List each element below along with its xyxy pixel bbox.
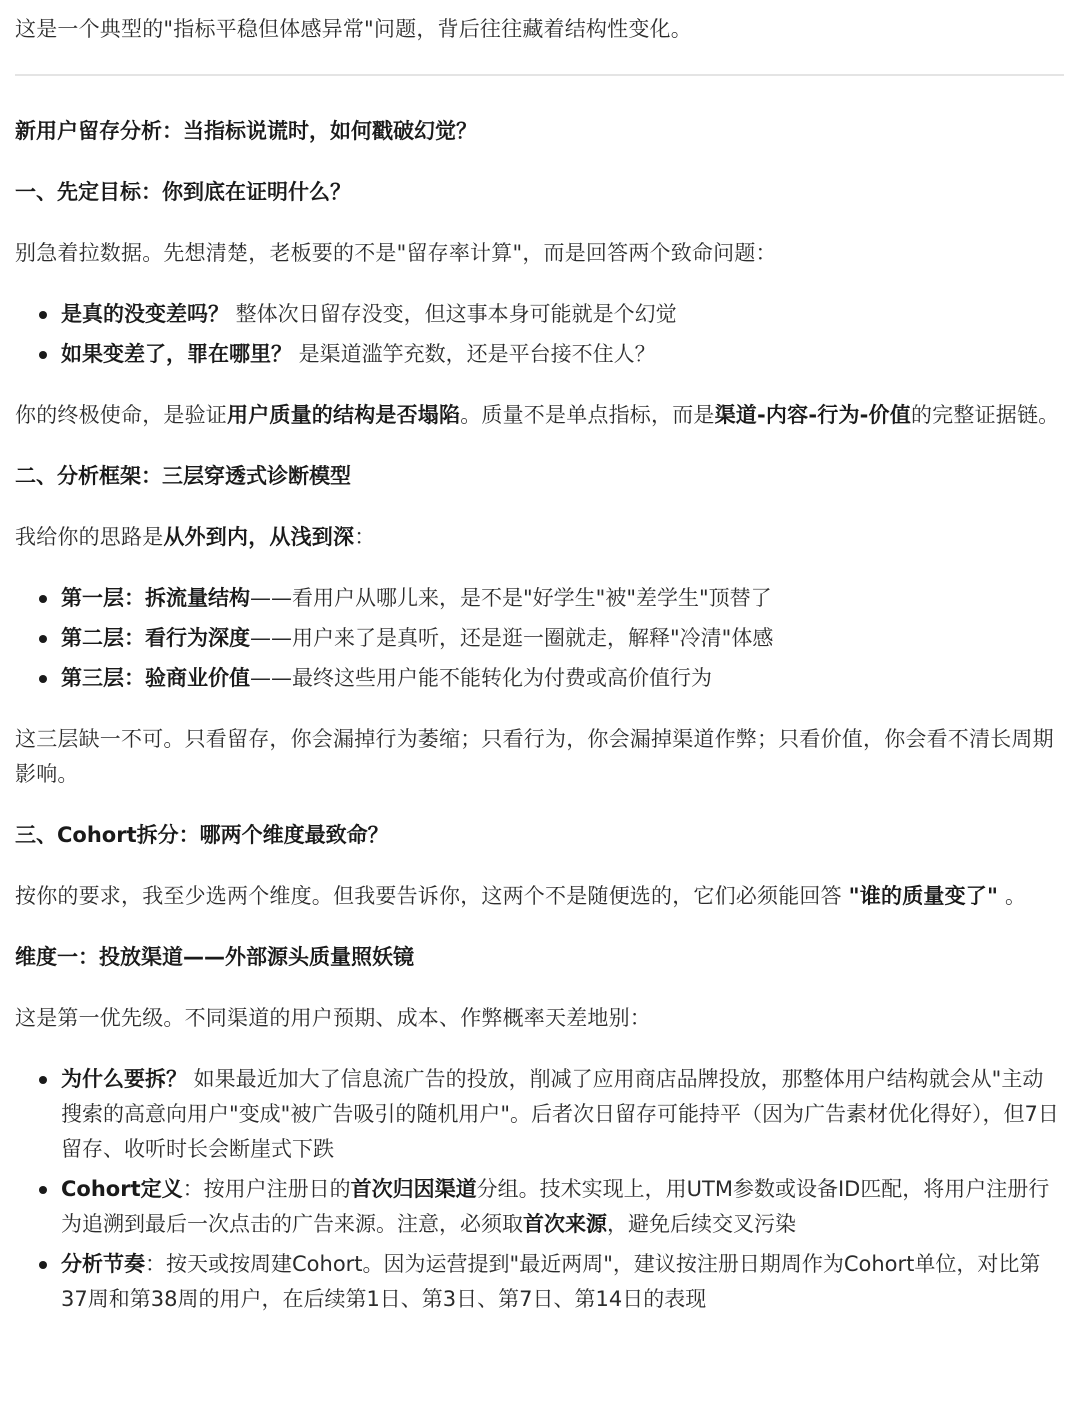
section-1-summary <box>15 398 1064 433</box>
section-1-paragraph: 别急着拉数据。先想清楚，老板要的不是"留存率计算"，而是回答两个致命问题： <box>15 241 777 265</box>
emphasis-text: "谁的质量变了" <box>848 884 999 908</box>
text-run: 按你的要求，我至少选两个维度。但我要告诉你，这两个不是随便选的，它们必须能回答 <box>15 884 849 908</box>
list-item <box>61 621 1064 656</box>
list-item-bold: 如果变差了，罪在哪里？ <box>61 342 292 366</box>
divider <box>15 74 1064 76</box>
list-item-bold: 是真的没变差吗？ <box>61 302 229 326</box>
dimension-1-paragraph: 这是第一优先级。不同渠道的用户预期、成本、作弊概率天差地别： <box>15 1006 651 1030</box>
list-item-text: ：按天或按周建Cohort。因为运营提到"最近两周"，建议按注册日期周作为Cohort单位，对比第37周和第38周的用户，在后续第1日、第3日、第7日、第14日的表现 <box>61 1252 1041 1311</box>
list-item-text: ——看用户从哪儿来，是不是"好学生"被"差学生"顶替了 <box>250 586 772 610</box>
emphasis-text: 首次归因渠道 <box>350 1177 477 1201</box>
text-run: ：按用户注册日的 <box>182 1177 351 1201</box>
text-run: 。 <box>998 884 1027 908</box>
list-item-bold: 为什么要拆？ <box>61 1067 187 1091</box>
list-item <box>61 337 1064 372</box>
list-item-text: ——最终这些用户能不能转化为付费或高价值行为 <box>250 666 712 690</box>
text-run: 分组。技术实现上，用UTM参数或设备ID匹配，将用户注册行为追溯到最后一次点击的广告来源。注意，必须取 <box>61 1177 1050 1236</box>
list-item <box>61 1062 1064 1167</box>
list-item <box>61 581 1064 616</box>
text-run: 的完整证据链。 <box>910 403 1060 427</box>
list-item-text: 如果最近加大了信息流广告的投放，削减了应用商店品牌投放，那整体用户结构就会从"主动搜索的高意向用户"变成"被广告吸引的随机用户"。后者次日留存可能持平（因为广告素材优化得好），但7日留存、收听时长会断崖式下跌 <box>61 1067 1059 1161</box>
section-1-list <box>15 297 1064 372</box>
list-item-bold: 第一层：拆流量结构 <box>61 586 250 610</box>
text-run: 。质量不是单点指标，而是 <box>460 403 715 427</box>
emphasis-text: 用户质量的结构是否塌陷 <box>227 403 461 427</box>
text-run: ，避免后续交叉污染 <box>607 1212 796 1236</box>
article-title: 新用户留存分析：当指标说谎时，如何戳破幻觉？ <box>15 119 477 143</box>
list-item-bold: 分析节奏 <box>61 1252 145 1276</box>
section-2-paragraph <box>15 520 1064 555</box>
section-3-paragraph <box>15 879 1064 914</box>
intro-paragraph: 这是一个典型的"指标平稳但体感异常"问题，背后往往藏着结构性变化。 <box>15 17 692 41</box>
list-item <box>61 1172 1064 1242</box>
list-item-bold: 第二层：看行为深度 <box>61 626 250 650</box>
emphasis-text: 首次来源 <box>523 1212 607 1236</box>
section-3-heading: 三、Cohort拆分：哪两个维度最致命？ <box>15 823 389 847</box>
list-item-text: 整体次日留存没变，但这事本身可能就是个幻觉 <box>229 302 677 326</box>
emphasis-text: 从外到内，从浅到深 <box>163 525 355 549</box>
text-run: 你的终极使命，是验证 <box>15 403 227 427</box>
dimension-1-heading: 维度一：投放渠道——外部源头质量照妖镜 <box>15 945 414 969</box>
list-item-text: 是渠道滥竽充数，还是平台接不住人？ <box>292 342 656 366</box>
section-2-summary: 这三层缺一不可。只看留存，你会漏掉行为萎缩；只看行为，你会漏掉渠道作弊；只看价值，你会看不清长周期影响。 <box>15 727 1054 786</box>
list-item <box>61 297 1064 332</box>
list-item-bold: 第三层：验商业价值 <box>61 666 250 690</box>
list-item-bold: Cohort定义 <box>61 1177 183 1201</box>
list-item <box>61 661 1064 696</box>
dimension-1-list <box>15 1062 1064 1317</box>
text-run: ： <box>354 525 376 549</box>
text-run: 我给你的思路是 <box>15 525 164 549</box>
emphasis-text: 渠道-内容-行为-价值 <box>714 403 911 427</box>
list-item <box>61 1247 1064 1317</box>
section-2-heading: 二、分析框架：三层穿透式诊断模型 <box>15 464 351 488</box>
section-2-list <box>15 581 1064 696</box>
section-1-heading: 一、先定目标：你到底在证明什么？ <box>15 180 351 204</box>
list-item-text: ——用户来了是真听，还是逛一圈就走，解释"冷清"体感 <box>250 626 774 650</box>
